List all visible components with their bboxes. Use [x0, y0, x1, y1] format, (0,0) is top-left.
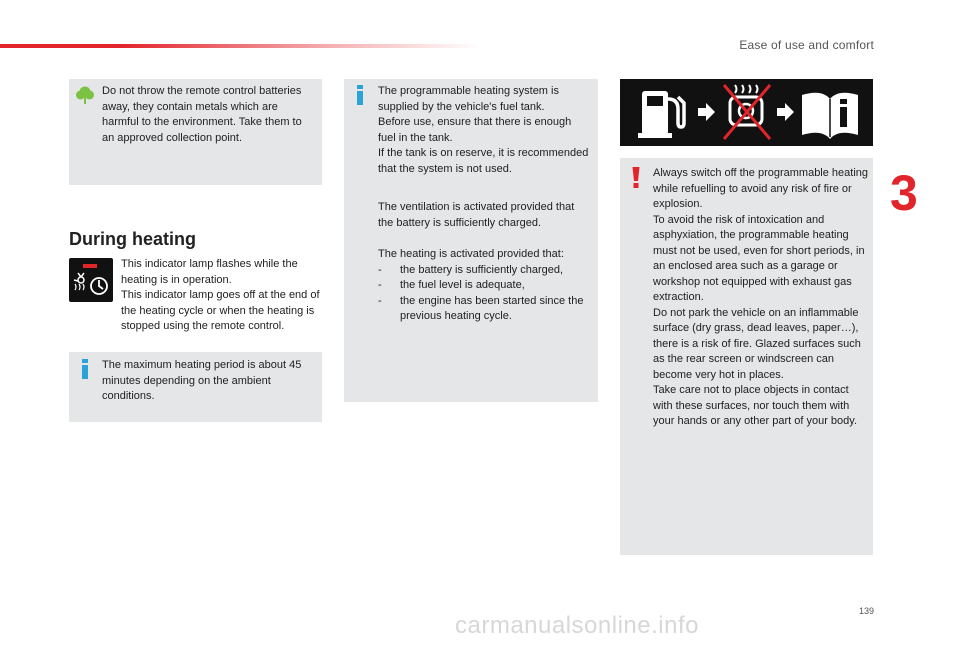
lamp-text-goes-off: This indicator lamp goes off at the end of the heating cycle or when the heating is stopped using the remote control. — [121, 289, 320, 332]
list-bullet: - — [378, 279, 382, 291]
recycle-note-box — [69, 79, 322, 185]
fuel-supply-info-text — [378, 84, 592, 325]
condition-text: the engine has been started since the previous heating cycle. — [400, 294, 584, 322]
warning-refuelling-line: Always switch off the programmable heating while refuelling to avoid any risk of fire or explosion. — [653, 167, 869, 210]
section-heading-during-heating: During heating — [69, 229, 196, 249]
recycle-leaf-icon — [75, 85, 95, 110]
manual-book-icon — [802, 93, 858, 139]
warning-hot-surfaces-line: Take care not to place objects in contact with these surfaces, nor touch them with your hands or any other part of your body. — [653, 384, 858, 427]
indicator-lamp-text — [121, 257, 321, 335]
fuel-check-line: Before use, ensure that there is enough fuel in the tank. — [378, 116, 572, 144]
condition-text: the fuel level is adequate, — [400, 279, 525, 291]
header-red-bar — [0, 44, 480, 48]
safety-warning-text — [653, 166, 869, 430]
heating-indicator-lamp-icon — [69, 258, 113, 302]
chapter-number: 3 — [890, 165, 918, 221]
info-icon — [354, 85, 366, 110]
max-heating-period-text: The maximum heating period is about 45 minutes depending on the ambient conditions. — [102, 359, 302, 402]
safety-warning-box — [620, 158, 873, 555]
heater-crossed-icon — [724, 85, 770, 139]
warning-inflammable-surface-line: Do not park the vehicle on an inflammable surface (dry grass, dead leaves, paper…), there is a risk of fire. Glazed surfaces such as the rear screen or windscreen can become very hot in places. — [653, 306, 861, 381]
warning-enclosed-area-line: To avoid the risk of intoxication and asphyxiation, the programmable heating must not be used, even for short periods, in an enclosed area such as a garage or workshop not equipped with exhaust gas extraction. — [653, 213, 865, 303]
warning-exclamation-icon — [631, 167, 641, 194]
arrow-right-icon — [698, 103, 715, 121]
fuel-supply-info-box — [344, 79, 598, 402]
max-heating-period-box — [69, 352, 322, 422]
list-item — [378, 294, 592, 325]
list-bullet: - — [378, 263, 382, 276]
lamp-text-flashes: This indicator lamp flashes while the heating is in operation. — [121, 258, 298, 286]
header-title: Ease of use and comfort — [739, 38, 874, 52]
info-icon — [79, 359, 91, 384]
arrow-right-icon — [777, 103, 794, 121]
condition-text: the battery is sufficiently charged, — [400, 263, 564, 276]
list-item — [378, 278, 592, 294]
fuel-reserve-line: If the tank is on reserve, it is recommended that the system is not used. — [378, 147, 589, 175]
list-bullet: - — [378, 294, 382, 307]
list-item — [378, 263, 592, 279]
watermark: carmanualsonline.info — [455, 612, 699, 639]
refuel-warning-pictogram — [620, 79, 873, 146]
page-number: 139 — [858, 606, 874, 616]
fuel-pump-icon — [638, 91, 684, 138]
heating-conditions-intro: The heating is activated provided that: — [378, 248, 564, 260]
fuel-supply-line: The programmable heating system is supplied by the vehicle's fuel tank. — [378, 85, 559, 113]
ventilation-condition-text: The ventilation is activated provided that the battery is sufficiently charged. — [378, 201, 575, 229]
recycle-note-text: Do not throw the remote control batteries away, they contain metals which are harmful to the environment. Take them to an approved collection point. — [102, 85, 302, 144]
